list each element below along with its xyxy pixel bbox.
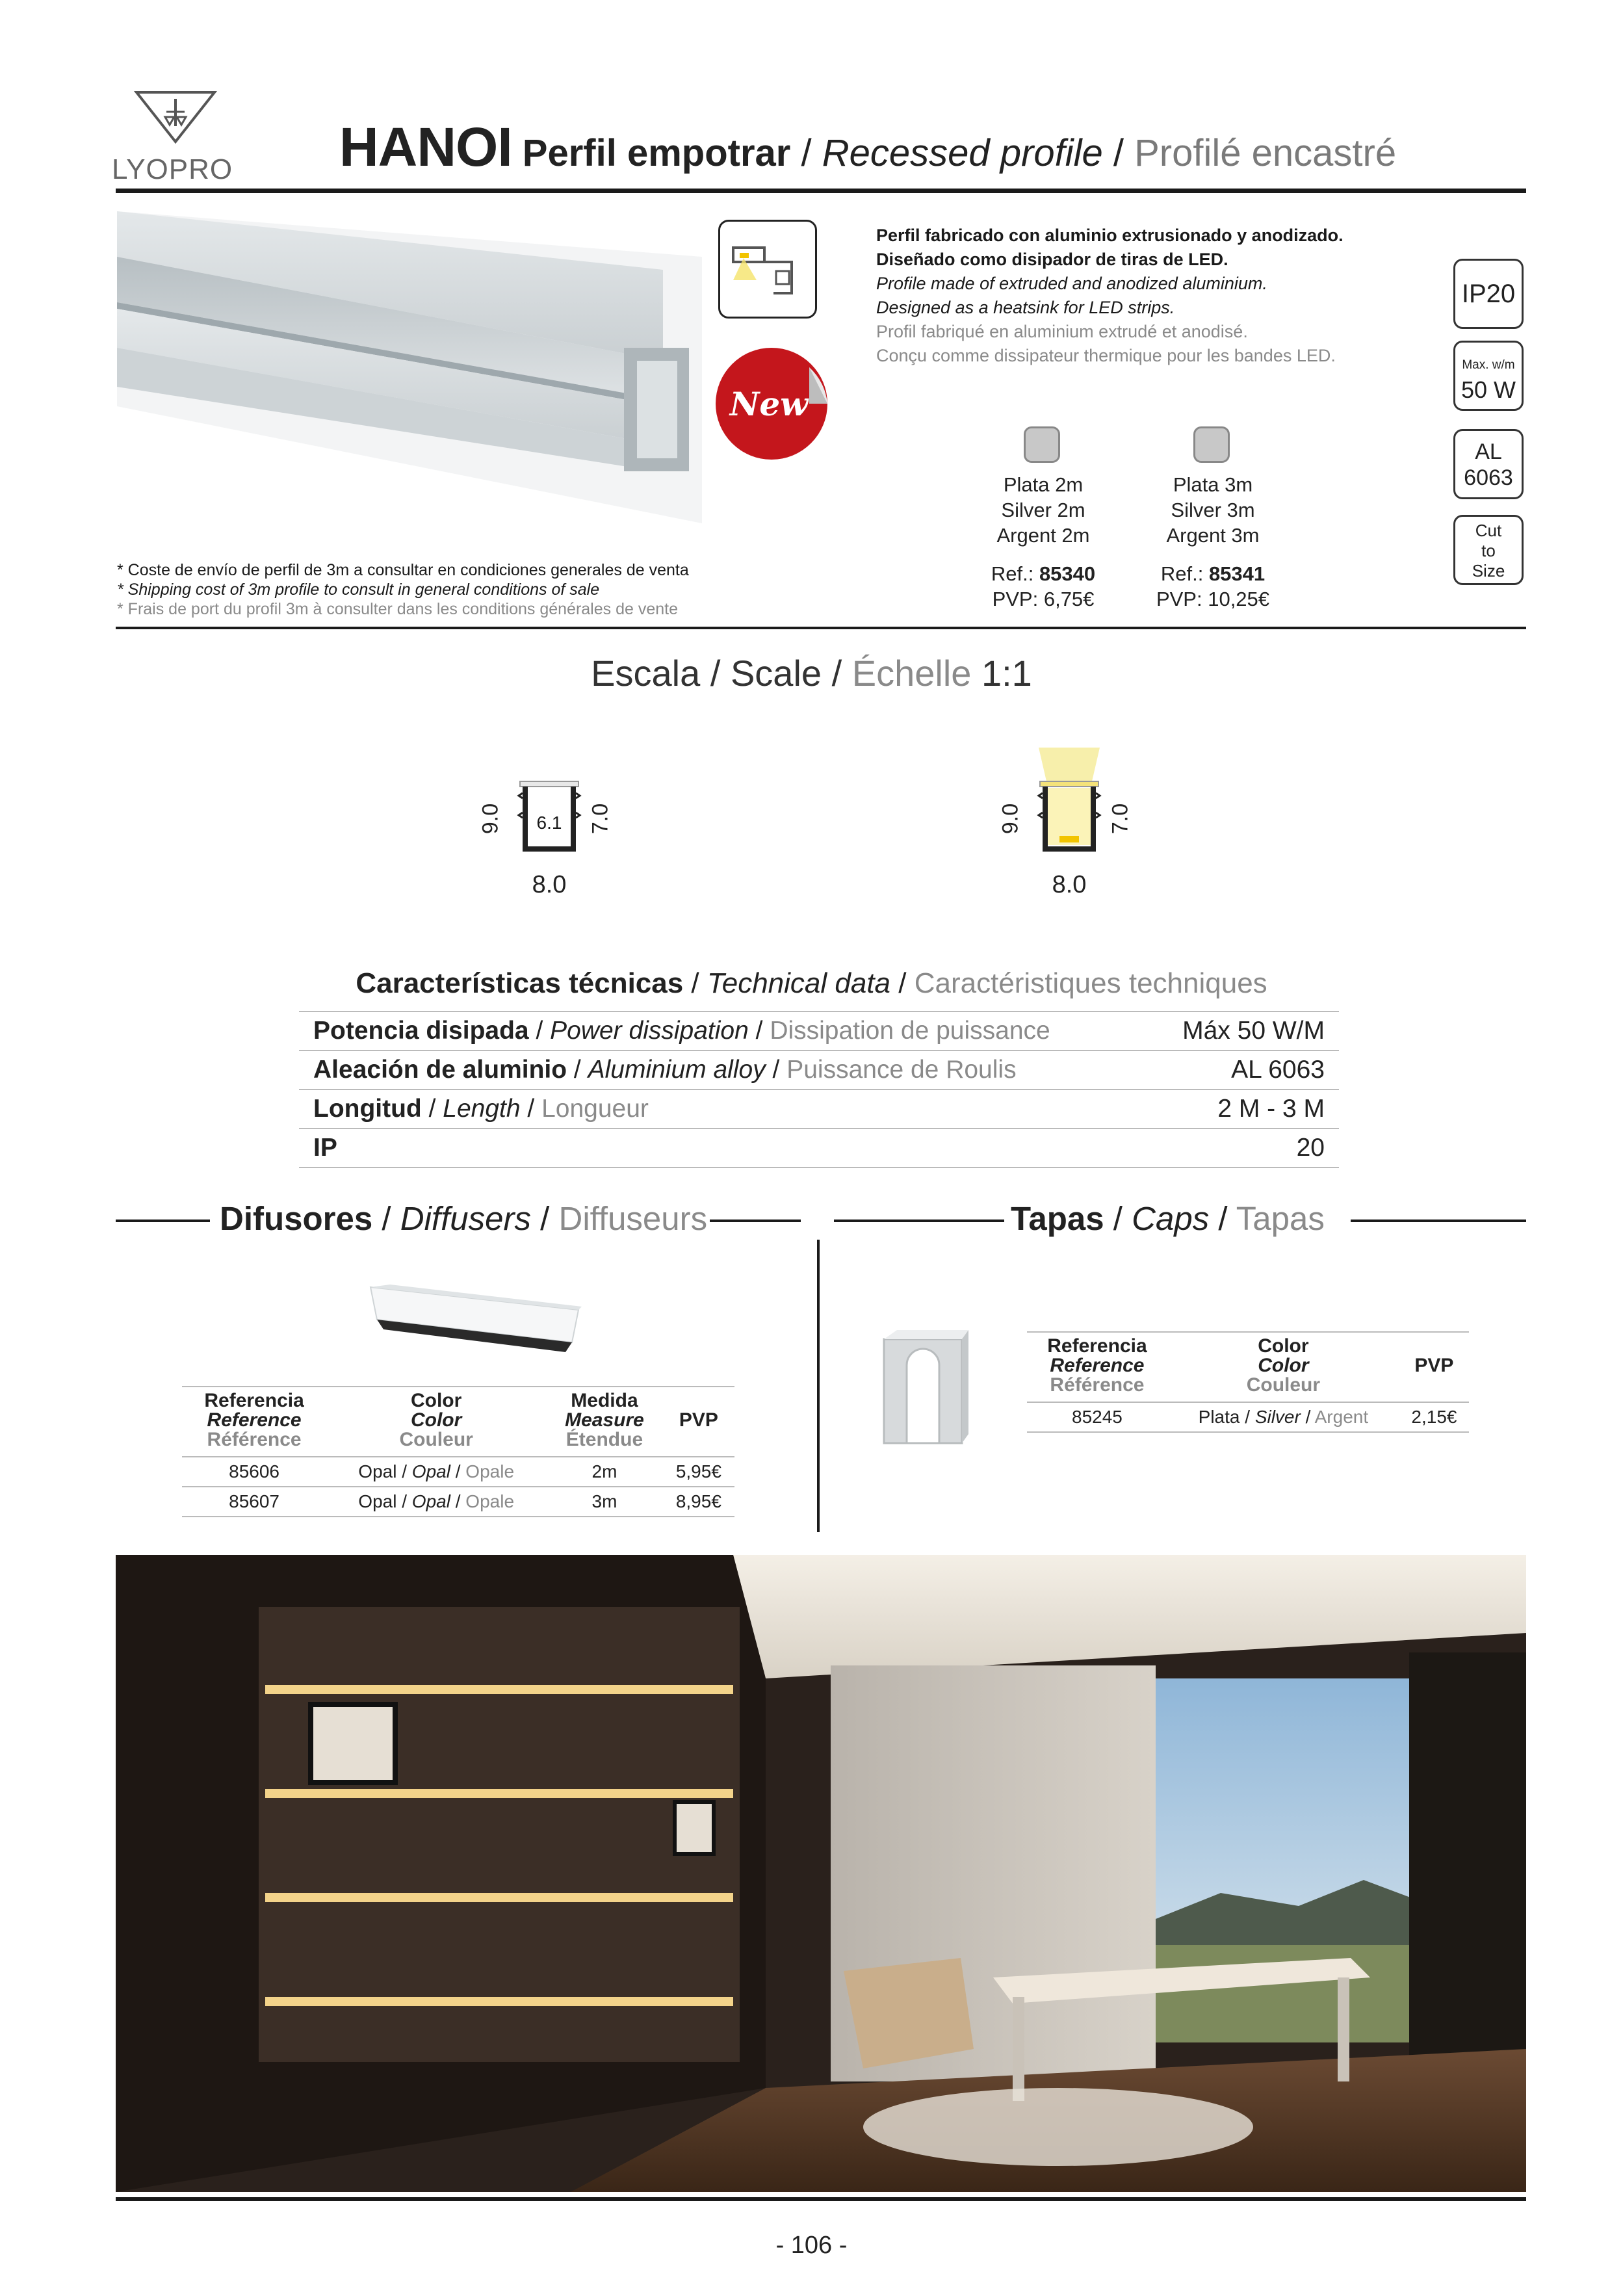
diffusers-title: Difusores / Diffusers / Diffuseurs	[220, 1200, 708, 1237]
dim-inner-height: 7.0	[1108, 803, 1133, 835]
power-badge: Max. w/m 50 W	[1453, 341, 1524, 411]
diffusers-table: Referencia Reference Référence Color Color Couleur Medida Measure Étendue PVP 85606 Opal / Opal / Opale 2m 5,95€ 85607 Opal / Opal / Opale 3m 8,95€	[182, 1386, 734, 1517]
title-en: Recessed profile	[822, 132, 1103, 174]
product-description: Perfil fabricado con aluminio extrusionado y anodizado. Diseñado como disipador de tiras de LED. Profile made of extruded and anodized aluminium. Designed as a heatsink for LED strips. Profil fabriqué en aluminium extrudé et anodisé. Conçu comme dissipateur thermique pour les bandes LED.	[876, 226, 1344, 365]
caps-title: Tapas / Caps / Tapas	[1011, 1200, 1325, 1237]
table-row: Aleación de aluminio / Aluminium alloy / Puissance de Roulis AL 6063	[299, 1050, 1339, 1089]
variant-ref: 85340	[1039, 562, 1096, 585]
dim-width: 8.0	[1052, 871, 1087, 898]
footer-divider	[116, 2197, 1526, 2201]
column-divider	[817, 1240, 820, 1532]
heading-rule	[116, 1220, 210, 1222]
product-photo	[117, 211, 702, 523]
heading-rule	[1351, 1220, 1526, 1222]
new-badge-label: New	[729, 385, 809, 423]
interior-application-photo	[116, 1555, 1526, 2192]
shipping-footnotes: * Coste de envío de perfil de 3m a consultar en condiciones generales de venta * Shipping cost of 3m profile to consult in general conditions of sale * Frais de port du profil 3m à consulter dans les conditions générales de vente	[117, 561, 689, 618]
dim-height: 9.0	[998, 803, 1023, 835]
dim-width: 8.0	[532, 871, 567, 898]
variant-ref: 85341	[1208, 562, 1266, 585]
variant-3m: Plata 3m Silver 3m Argent 3m Ref.: 85341 PVP: 10,25€	[1128, 472, 1297, 612]
dim-inner-height: 7.0	[588, 803, 613, 835]
logo-text: LYOPRO	[112, 153, 233, 185]
alloy-badge: AL 6063	[1453, 429, 1524, 499]
ip-rating-badge: IP20	[1453, 259, 1524, 329]
end-cap-photo	[871, 1326, 975, 1456]
profile-with-led-drawing	[1033, 748, 1105, 858]
table-row: 85606 Opal / Opal / Opale 2m 5,95€	[182, 1457, 734, 1487]
heading-rule	[710, 1220, 801, 1222]
tech-data-title: Características técnicas / Technical data / Caractéristiques techniques	[356, 967, 1267, 999]
variant-price: PVP: 6,75€	[992, 588, 1095, 610]
table-row: 85607 Opal / Opal / Opale 3m 8,95€	[182, 1487, 734, 1517]
color-swatch-silver-2m	[1024, 426, 1060, 463]
section-divider	[116, 627, 1526, 629]
title-es: Perfil empotrar	[522, 132, 791, 174]
product-name: HANOI	[339, 116, 512, 177]
table-row: Longitud / Length / Longueur 2 M - 3 M	[299, 1089, 1339, 1128]
caps-table: Referencia Reference Référence Color Color Couleur PVP 85245 Plata / Silver / Argent 2,15€	[1027, 1331, 1469, 1433]
diffuser-photo	[364, 1281, 585, 1355]
variant-2m: Plata 2m Silver 2m Argent 2m Ref.: 85340 PVP: 6,75€	[959, 472, 1128, 612]
scale-title: Escala / Scale / Échelle 1:1	[591, 653, 1032, 694]
table-row: Potencia disipada / Power dissipation / Dissipation de puissance Máx 50 W/M	[299, 1011, 1339, 1050]
title-fr: Profilé encastré	[1134, 132, 1397, 174]
new-badge-icon	[712, 341, 835, 465]
dim-height: 9.0	[478, 803, 503, 835]
tech-data-table	[299, 1011, 1339, 1168]
variant-price: PVP: 10,25€	[1156, 588, 1270, 610]
page-number: - 106 -	[775, 2232, 848, 2259]
table-row: 85245 Plata / Silver / Argent 2,15€	[1027, 1402, 1469, 1432]
page-title: HANOI Perfil empotrar / Recessed profile / Profilé encastré	[339, 116, 1397, 177]
profile-section-icon	[718, 220, 817, 319]
heading-rule	[834, 1220, 1004, 1222]
color-swatch-silver-3m	[1193, 426, 1230, 463]
cut-to-size-badge: Cut to Size	[1453, 515, 1524, 585]
header-divider	[116, 189, 1526, 193]
dim-inner-width: 6.1	[536, 813, 562, 833]
table-row: IP 20	[299, 1128, 1339, 1168]
